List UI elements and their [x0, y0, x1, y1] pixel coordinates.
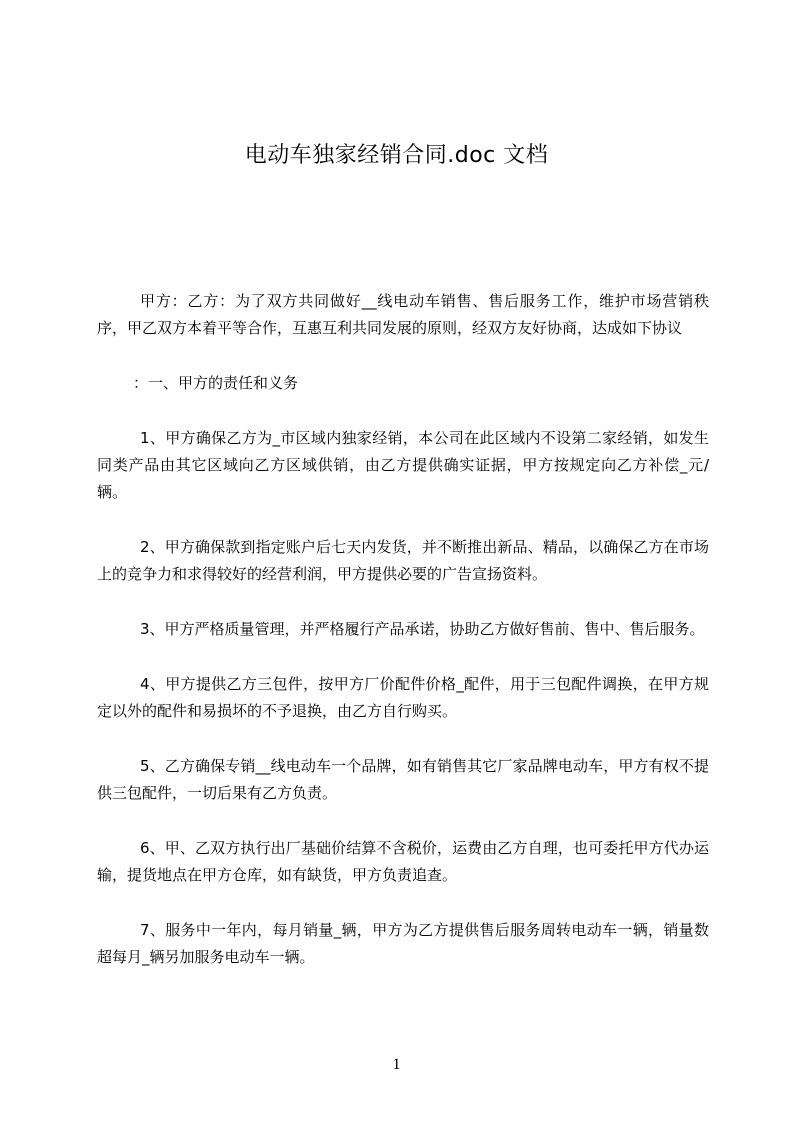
page-number: 1 — [392, 1056, 401, 1073]
clause-3: 3、甲方严格质量管理，并严格履行产品承诺，协助乙方做好售前、售中、售后服务。 — [140, 620, 705, 638]
document-body — [97, 288, 709, 999]
clause-2: 2、甲方确保款到指定账户后七天内发货，并不断推出新品、精品，以确保乙方在市场上的竞争力和求得较好的经营利润，甲方提供必要的广告宣扬资料。 — [97, 538, 709, 583]
intro-paragraph: 甲方：乙方：为了双方共同做好__线电动车销售、售后服务工作，维护市场营销秩序，甲乙双方本着平等合作，互惠互利共同发展的原则，经双方友好协商，达成如下协议 — [97, 292, 709, 337]
clause-7: 7、服务中一年内，每月销量_辆，甲方为乙方提供售后服务周转电动车一辆，销量数超每月_辆另加服务电动车一辆。 — [97, 921, 709, 966]
clause-1: 1、甲方确保乙方为_市区域内独家经销，本公司在此区域内不设第二家经销，如发生同类产品由其它区域向乙方区域供销，由乙方提供确实证据，甲方按规定向乙方补偿_元/辆。 — [97, 429, 709, 501]
clause-6: 6、甲、乙双方执行出厂基础价结算不含税价，运费由乙方自理，也可委托甲方代办运输，提货地点在甲方仓库，如有缺货，甲方负责追查。 — [97, 839, 709, 884]
clause-5: 5、乙方确保专销__线电动车一个品牌，如有销售其它厂家品牌电动车，甲方有权不提供三包配件，一切后果有乙方负责。 — [97, 757, 709, 802]
document-title: 电动车独家经销合同.doc 文档 — [244, 143, 549, 168]
clause-4: 4、甲方提供乙方三包件，按甲方厂价配件价格_配件，用于三包配件调换，在甲方规定以外的配件和易损坏的不予退换，由乙方自行购买。 — [97, 675, 709, 720]
section-heading: ：一、甲方的责任和义务 — [133, 374, 299, 392]
